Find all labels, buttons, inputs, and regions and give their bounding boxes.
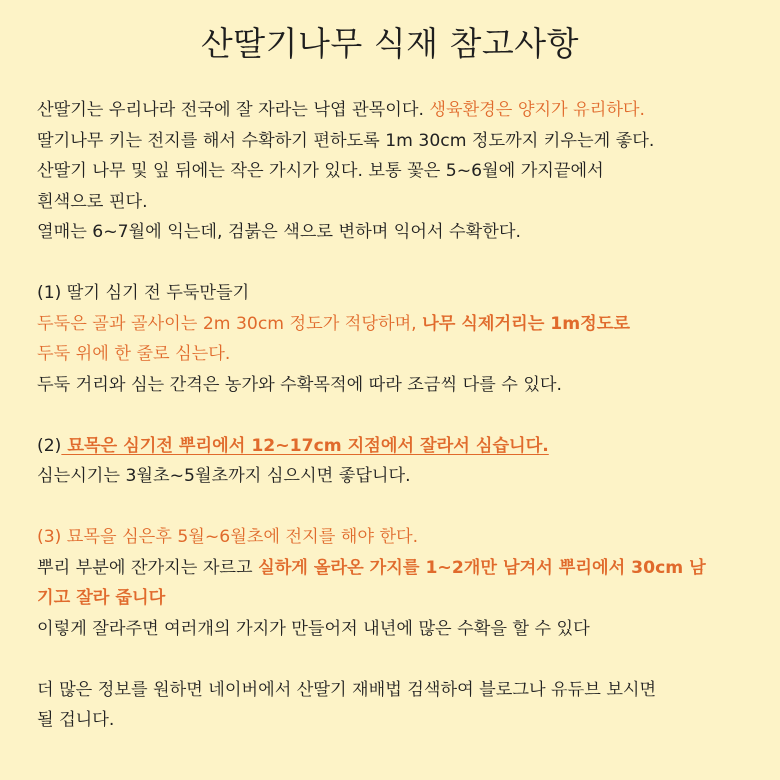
section3-line-3: 이렇게 잘라주면 여러개의 가지가 만들어저 내년에 많은 수확을 할 수 있다 — [37, 618, 590, 639]
section1-line-3: 두둑 거리와 심는 간격은 농가와 수확목적에 따라 조금씩 다를 수 있다. — [37, 374, 562, 395]
spacer — [37, 644, 757, 675]
intro-text: 산딸기는 우리나라 전국에 잘 자라는 낙엽 관목이다. — [37, 100, 430, 120]
section1-line-1 — [37, 309, 757, 340]
spacer — [37, 248, 757, 279]
intro-line-2: 딸기나무 키는 전지를 해서 수확하기 편하도록 1m 30cm 정도까지 키우는게 좋다. — [37, 130, 655, 151]
section2-heading-text: 묘목은 심기전 뿌리에서 12~17cm 지점에서 잘라서 심습니다. — [61, 435, 549, 456]
section3-text: 뿌리 부분에 잔가지는 자르고 — [37, 557, 259, 578]
intro-line-1 — [37, 95, 757, 126]
section3-orange-bold-text: 실하게 올라온 가지를 1~2개만 남겨서 뿌리에서 30cm 남 — [258, 557, 706, 578]
section1-orange-bold-text: 나무 식제거리는 1m정도로 — [422, 313, 630, 334]
spacer — [37, 492, 757, 523]
spacer — [37, 400, 757, 431]
section2-number: (2) — [37, 435, 62, 456]
intro-line-3: 산딸기 나무 및 잎 뒤에는 작은 가시가 있다. 보통 꽃은 5~6월에 가지끝에서 — [37, 161, 604, 181]
section3-heading: (3) 묘목을 심은후 5월~6월초에 전지를 해야 한다. — [37, 527, 419, 547]
section2-line-1: 심는시기는 3월초~5월초까지 심으시면 좋답니다. — [37, 466, 411, 486]
section1-orange-text: 두둑은 골과 골사이는 2m 30cm 정도가 적당하며, — [37, 313, 423, 334]
section2-heading — [37, 431, 757, 462]
intro-line-5: 열매는 6~7월에 익는데, 검붉은 색으로 변하며 익어서 수확한다. — [37, 222, 521, 242]
footer-line-1: 더 많은 정보를 원하면 네이버에서 산딸기 재배법 검색하여 블로그나 유듀브 보시면 — [37, 679, 657, 700]
document-body — [37, 95, 757, 736]
intro-highlight: 생육환경은 양지가 유리하다. — [429, 100, 646, 120]
section3-line-1 — [37, 553, 757, 584]
section1-line-2: 두둑 위에 한 줄로 심는다. — [37, 344, 231, 364]
footer-line-2: 될 겁니다. — [37, 710, 115, 730]
section1-heading: (1) 딸기 심기 전 두둑만들기 — [37, 283, 250, 303]
section3-line-2: 기고 잘라 줍니다 — [37, 588, 166, 608]
page-title: 산딸기나무 식재 참고사항 — [200, 24, 580, 63]
intro-line-4: 흰색으로 핀다. — [37, 191, 148, 212]
